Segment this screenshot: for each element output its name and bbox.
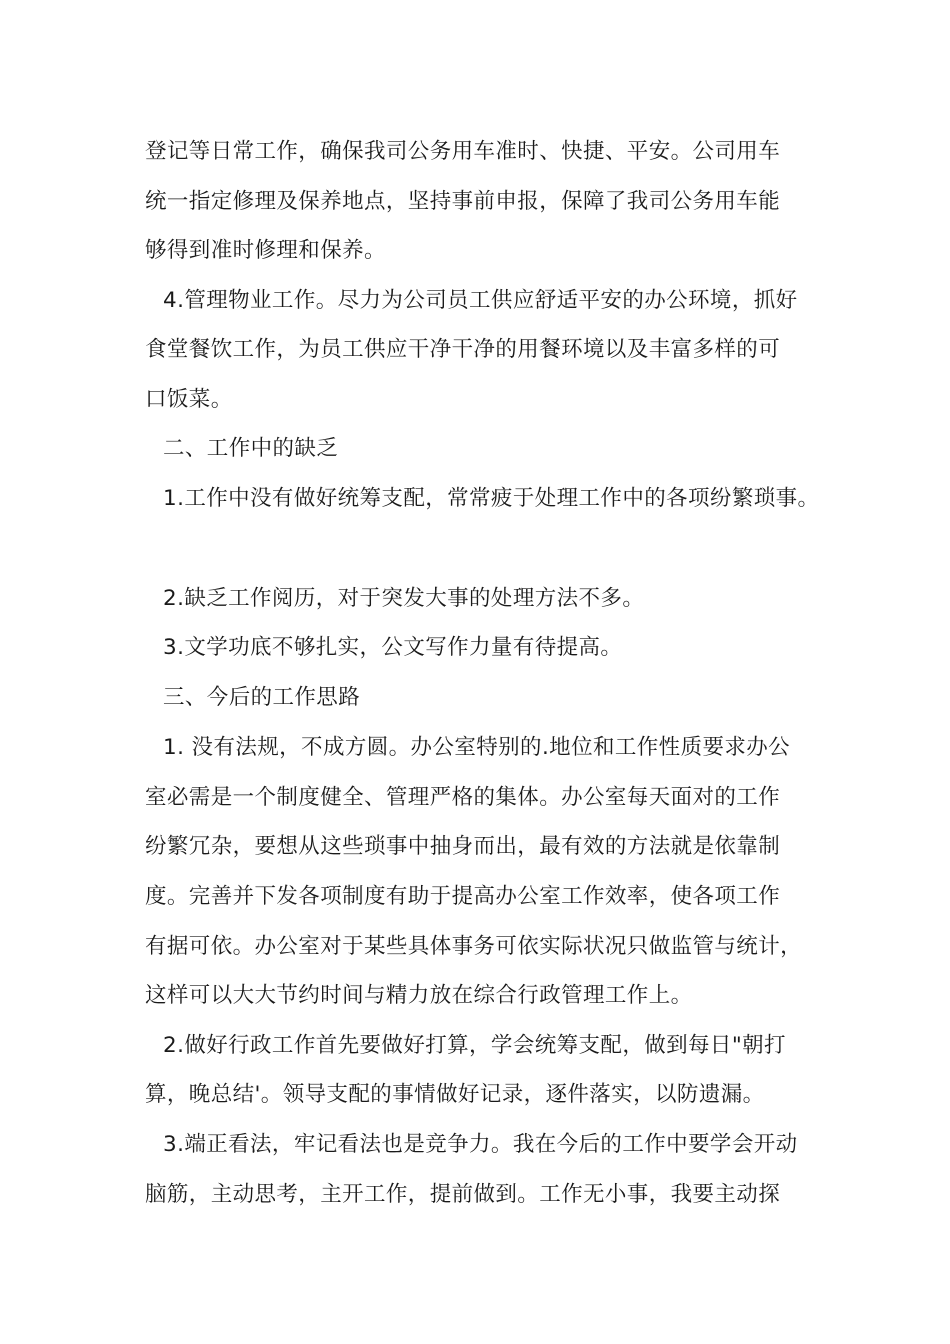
text-line: 有据可依。办公室对于某些具体事务可依实际状况只做监管与统计， (145, 934, 803, 959)
section-heading: 三、今后的工作思路 (163, 685, 361, 710)
text-line: 1.工作中没有做好统筹支配，常常疲于处理工作中的各项纷繁琐事。 (163, 486, 820, 511)
section-heading: 二、工作中的缺乏 (163, 436, 339, 461)
text-line: 1. 没有法规，不成方圆。办公室特别的.地位和工作性质要求办公 (163, 735, 791, 760)
text-line: 3.端正看法，牢记看法也是竞争力。我在今后的工作中要学会开动 (163, 1132, 798, 1157)
text-line: 纷繁冗杂，要想从这些琐事中抽身而出，最有效的方法就是依靠制 (145, 834, 781, 859)
text-line: 2.缺乏工作阅历，对于突发大事的处理方法不多。 (163, 586, 645, 611)
text-line: 3.文学功底不够扎实，公文写作力量有待提高。 (163, 635, 623, 660)
text-line: 够得到准时修理和保养。 (145, 238, 386, 263)
text-line: 统一指定修理及保养地点，坚持事前申报，保障了我司公务用车能 (145, 189, 781, 214)
text-line: 4.管理物业工作。尽力为公司员工供应舒适平安的办公环境，抓好 (163, 288, 798, 313)
text-line: 这样可以大大节约时间与精力放在综合行政管理工作上。 (145, 983, 693, 1008)
text-line: 食堂餐饮工作，为员工供应干净干净的用餐环境以及丰富多样的可 (145, 337, 781, 362)
text-line: 算，晚总结'。领导支配的事情做好记录，逐件落实，以防遗漏。 (145, 1082, 765, 1107)
text-line: 口饭菜。 (145, 387, 233, 412)
text-line: 脑筋，主动思考，主开工作，提前做到。工作无小事，我要主动探 (145, 1182, 781, 1207)
text-line: 2.做好行政工作首先要做好打算，学会统筹支配，做到每日"朝打 (163, 1033, 786, 1058)
text-line: 度。完善并下发各项制度有助于提高办公室工作效率，使各项工作 (145, 884, 781, 909)
text-line: 登记等日常工作，确保我司公务用车准时、快捷、平安。公司用车 (145, 139, 781, 164)
text-line: 室必需是一个制度健全、管理严格的集体。办公室每天面对的工作 (145, 785, 781, 810)
